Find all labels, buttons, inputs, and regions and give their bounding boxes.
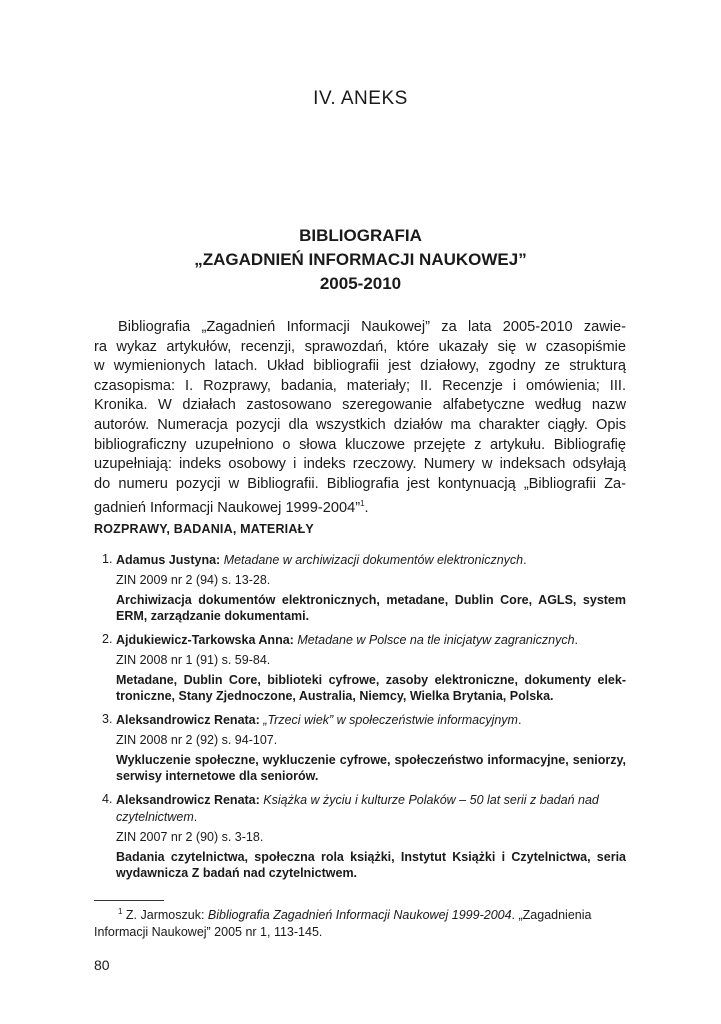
entry-title-suffix: . [193,810,198,824]
entry-number: 4. [102,792,113,806]
entry-keywords: Archiwizacja dokumentów elektronicznych, metadane, Dublin Core, AGLS, system ERM, zarządzanie dokumentami. [116,593,626,623]
entry-number: 3. [102,712,113,726]
footnote-cited-title: Bibliografia Zagadnień Informacji Naukowej 1999-2004 [207,908,512,923]
footnote-rest: . „Zagadnienia [511,908,592,923]
section-heading: IV. ANEKS [313,88,408,109]
entry-author: Aleksandrowicz Renata: [116,713,260,727]
entry-title-suffix: . [574,633,579,647]
intro-paragraph [94,318,626,519]
bibliography-entry [94,632,626,704]
entry-source: ZIN 2009 nr 2 (94) s. 13-28. [116,573,271,587]
footnote-divider [94,900,164,901]
title-line-3: 2005-2010 [319,274,402,293]
entry-title: „Trzeci wiek” w społeczeństwie informacyjnym [263,713,518,727]
intro-line: gadnień Informacji Naukowej 1999-2004” [94,500,361,517]
bibliography-entry [94,792,626,881]
title-line-1: BIBLIOGRAFIA [299,226,422,245]
intro-line: ra wykaz artykułów, recenzji, sprawozdań, które ukazały się w czasopiśmie [94,338,626,355]
entry-title: Metadane w archiwizacji dokumentów elektronicznych [223,553,524,567]
entry-heading [116,712,626,729]
footnote-reference: 1 [360,499,365,509]
intro-line: czasopisma: I. Rozprawy, badania, materiały; II. Recenzje i omówienia; III. [94,377,626,394]
entry-source: ZIN 2008 nr 2 (92) s. 94-107. [116,733,278,747]
entry-number: 2. [102,632,113,646]
bibliography-entry [94,712,626,784]
intro-line: bibliograficzny uzupełniono o słowa kluczowe przejęte z artykułu. Bibliografię [94,436,626,453]
entry-author: Aleksandrowicz Renata: [116,793,260,807]
entry-title-suffix: . [523,553,527,567]
rozprawy-heading: ROZPRAWY, BADANIA, MATERIAŁY [94,522,314,536]
entry-keywords: Badania czytelnictwa, społeczna rola książki, Instytut Książki i Czytelnictwa, seria wydawnicza Z badań nad czytelnictwem. [116,850,626,880]
intro-line: uzupełniają: indeks osobowy i indeks rzeczowy. Numery w indeksach odsyłają [94,456,626,473]
entry-source: ZIN 2008 nr 1 (91) s. 59-84. [116,653,271,667]
entry-title: Książka w życiu i kulturze Polaków – 50 lat serii z badań nad czytelnictwem [116,793,599,824]
intro-line: autorów. Numeracja pozycji dla wszystkich działów ma charakter ciągły. Opis [94,416,626,433]
bibliography-entry [94,552,626,624]
page-number: 80 [94,957,110,973]
entry-number: 1. [102,552,113,566]
bibliography-entries [94,552,626,889]
entry-keywords: Metadane, Dublin Core, biblioteki cyfrowe, zasoby elektroniczne, dokumenty elektroniczne, Stany Zjednoczone, Australia, Niemcy, Wielka Brytania, Polska. [116,673,626,703]
footnote-line-2: Informacji Naukowej” 2005 nr 1, 113-145. [94,925,323,940]
intro-line-end: . [364,500,369,517]
entry-source: ZIN 2007 nr 2 (90) s. 3-18. [116,830,264,844]
intro-line: do numeru pozycji w Bibliografii. Bibliografia jest kontynuacją „Bibliografii Za- [94,475,626,492]
entry-heading [116,792,626,826]
entry-keywords: Wykluczenie społeczne, wykluczenie cyfrowe, społeczeństwo informacyjne, seniorzy, serwisy internetowe dla seniorów. [116,753,626,783]
entry-author: Adamus Justyna: [116,553,221,567]
title-line-2: „ZAGADNIEŃ INFORMACJI NAUKOWEJ” [194,250,527,269]
entry-author: Ajdukiewicz-Tarkowska Anna: [116,633,294,647]
entry-heading [116,632,626,649]
footnote-marker: 1 [118,907,123,916]
footnote [94,903,626,941]
entry-title: Metadane w Polsce na tle inicjatyw zagranicznych [297,633,575,647]
intro-last-line [94,494,626,518]
intro-line: Kronika. W działach zastosowano szeregowanie alfabetyczne według nazw [94,397,626,414]
intro-line: w wymienionych latach. Układ bibliografii jest działowy, zgodny ze strukturą [94,358,626,375]
intro-line: Bibliografia „Zagadnień Informacji Naukowej” za lata 2005-2010 zawie- [118,319,626,335]
entry-heading [116,552,626,569]
bibliography-title [0,224,721,296]
entry-title-suffix: . [517,713,522,727]
footnote-line-1 [94,903,626,924]
footnote-author: Z. Jarmoszuk: [122,908,208,923]
